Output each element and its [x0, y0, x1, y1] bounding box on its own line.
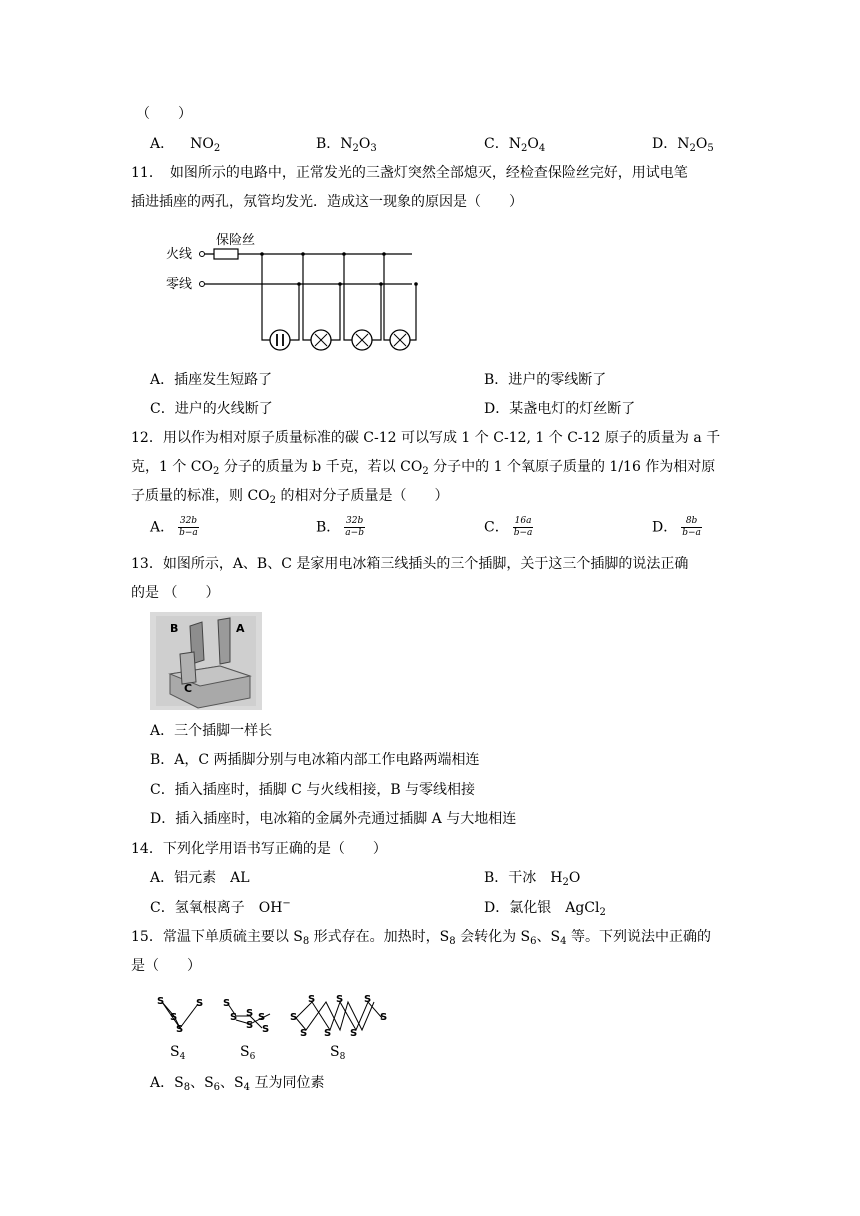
neutral-terminal	[200, 282, 205, 287]
q15-option-a	[150, 1073, 324, 1093]
stem-part: 、S	[536, 929, 561, 945]
formula-part: N	[508, 136, 521, 152]
s-atom: S	[230, 1012, 238, 1023]
q12-stem-line1: 12．用以作为相对原子质量标准的碳 C-12 可以写成 1 个 C-12, 1 个 C-12 原子的质量为 a 千	[131, 430, 721, 446]
lamp-icon	[390, 330, 410, 350]
numerator: 16a	[514, 516, 532, 526]
s-atom: S	[246, 1020, 254, 1031]
q11-stem-line2: 插进插座的两孔，氖管均发光．造成这一现象的原因是（ ）	[131, 194, 523, 210]
formula-part: O	[358, 136, 371, 152]
q14-option-c	[150, 898, 291, 918]
q15-stem-line1	[131, 927, 711, 947]
q12-stem-line3	[131, 486, 448, 506]
s-atom: S	[170, 1012, 178, 1023]
q10-option-d	[652, 134, 714, 154]
option-label: C．	[484, 136, 509, 152]
s6-label: $S_6$	[240, 1044, 256, 1062]
q10-option-c	[484, 134, 545, 154]
q11-option-a: A．插座发生短路了	[150, 372, 273, 388]
q12-option-c	[484, 516, 533, 539]
subscript: 2	[562, 877, 569, 888]
pin-c-label: C	[184, 682, 193, 695]
subscript: 4	[538, 143, 546, 154]
s-atom: S	[157, 996, 165, 1007]
option-label: D．	[652, 519, 678, 536]
q14-option-d	[484, 898, 606, 918]
subscript: 5	[707, 143, 714, 154]
q13-option-a: A．三个插脚一样长	[150, 723, 273, 739]
lamp-icon	[311, 330, 331, 350]
q11-option-c: C．进户的火线断了	[150, 401, 273, 417]
stem-part: 等。下列说法中正确的	[566, 929, 711, 945]
numerator: 32b	[346, 516, 364, 526]
q13-option-b: B．A，C 两插脚分别与电冰箱内部工作电路两端相连	[150, 752, 480, 768]
denominator: a−b	[345, 528, 364, 538]
s-atom: S	[223, 998, 231, 1009]
stem-part: 的相对分子质量是（ ）	[276, 488, 449, 504]
q10-option-b	[316, 134, 377, 154]
s-atom: S	[176, 1024, 184, 1035]
plug-photo	[150, 612, 262, 710]
q10-option-a	[150, 134, 220, 154]
option-label: C．	[484, 519, 509, 536]
s-atom: S	[380, 1012, 388, 1023]
lamp-branch-3	[384, 254, 416, 340]
denominator: b−a	[682, 528, 701, 538]
formula-part: O	[695, 136, 708, 152]
q10-paren: （ ）	[136, 106, 192, 122]
subscript: 2	[213, 143, 221, 154]
q12-option-a	[150, 516, 199, 539]
s-atom: S	[300, 1028, 308, 1039]
formula-part: O	[527, 136, 539, 152]
subscript: 2	[213, 466, 220, 477]
denominator: b−a	[179, 528, 198, 538]
fuse-label: 保险丝	[216, 233, 256, 248]
lamp-branch-2	[344, 254, 381, 340]
s-atom: S	[262, 1024, 270, 1035]
s-atom: S	[350, 1028, 358, 1039]
stem-part: 分子中的 1 个氧原子质量的 1/16 作为相对原	[428, 459, 716, 475]
subscript: 8	[449, 936, 456, 947]
subscript: 4	[243, 1082, 251, 1093]
q13-stem-line2: 的是 （ ）	[131, 585, 220, 601]
option-label: D．	[652, 136, 678, 152]
subscript: 2	[689, 143, 696, 154]
q14-stem: 14．下列化学用语书写正确的是（ ）	[131, 841, 387, 857]
numerator: 8b	[681, 516, 702, 528]
subscript: 6	[530, 936, 537, 947]
option-label: A．	[150, 136, 175, 152]
subscript: 8	[183, 1082, 191, 1093]
option-text: D．氯化银 AgCl	[484, 900, 600, 916]
q14-option-a: A．铝元素 AL	[150, 870, 250, 886]
stem-part: 会转化为 S	[455, 929, 531, 945]
q13-option-d: D．插入插座时，电冰箱的金属外壳通过插脚 A 与大地相连	[150, 811, 517, 827]
fraction	[178, 516, 199, 539]
s8-molecule	[290, 994, 387, 1039]
lamp-icon	[352, 330, 372, 350]
s-atom: S	[364, 994, 372, 1005]
s4-molecule	[157, 996, 203, 1035]
s-atom: S	[308, 994, 316, 1005]
q11-stem-line1: 11． 如图所示的电路中，正常发光的三盏灯突然全部熄灭，经检查保险丝完好，用试电笔	[131, 165, 688, 181]
neutral-wire-label: 零线	[166, 277, 193, 292]
superscript: −	[282, 898, 291, 909]
q13-stem-line1: 13．如图所示，A、B、C 是家用电冰箱三线插头的三个插脚，关于这三个插脚的说法正确	[131, 556, 689, 572]
subscript: 6	[213, 1082, 221, 1093]
formula-part: N	[677, 136, 690, 152]
socket-branch	[262, 254, 299, 340]
stem-part: 子质量的标准，则 CO	[131, 488, 270, 504]
subscript: 2	[520, 143, 528, 154]
option-label: B．	[316, 136, 341, 152]
q12-option-b	[316, 516, 365, 539]
q11-option-b: B．进户的零线断了	[484, 372, 607, 388]
subscript: 2	[269, 495, 277, 506]
lamp-branch-1	[303, 254, 340, 340]
fraction	[513, 516, 534, 539]
pin-a-label: A	[236, 622, 245, 635]
option-text: O	[568, 870, 581, 886]
s-atom: S	[290, 1012, 298, 1023]
option-text: C．氢氧根离子 OH	[150, 900, 283, 916]
s6-molecule	[223, 998, 270, 1035]
q13-option-c: C．插入插座时，插脚 C 与火线相接，B 与零线相接	[150, 782, 476, 798]
subscript: 4	[560, 936, 567, 947]
option-label: A．	[150, 519, 175, 536]
stem-part: 分子的质量为 b 千克，若以 CO	[219, 459, 423, 475]
subscript: 2	[422, 466, 429, 477]
fuse-symbol	[214, 249, 238, 259]
numerator: 32b	[179, 516, 198, 526]
s-atom: S	[336, 994, 344, 1005]
q11-circuit-figure	[162, 228, 432, 356]
formula-part: NO	[190, 136, 214, 152]
socket-icon	[270, 330, 290, 350]
live-wire-label: 火线	[166, 247, 193, 262]
s8-label: $S_8$	[330, 1044, 346, 1062]
option-text: A．S	[150, 1075, 184, 1091]
s-atom: S	[258, 1012, 266, 1023]
option-label: B．	[316, 519, 341, 536]
option-text: 、S	[220, 1075, 244, 1091]
subscript: 2	[599, 907, 606, 918]
q12-option-d	[652, 516, 702, 539]
fraction	[344, 516, 365, 539]
s-atom: S	[246, 1008, 254, 1019]
q15-stem-line2: 是（ ）	[131, 958, 201, 974]
s4-label: $S_4$	[170, 1044, 186, 1062]
q11-option-d: D．某盏电灯的灯丝断了	[484, 401, 636, 417]
formula-part: N	[340, 136, 353, 152]
q12-stem-line2	[131, 457, 715, 477]
pin-b-label: B	[170, 622, 179, 635]
s-atom: S	[324, 1028, 332, 1039]
stem-part: 15．常温下单质硫主要以 S	[131, 929, 303, 945]
live-terminal	[200, 252, 205, 257]
option-text: B．干冰 H	[484, 870, 563, 886]
denominator: b−a	[513, 528, 533, 538]
stem-part: 克，1 个 CO	[131, 459, 213, 475]
subscript: 2	[352, 143, 359, 154]
subscript: 8	[302, 936, 310, 947]
q15-sulfur-figure	[150, 990, 390, 1070]
q14-option-b	[484, 868, 580, 888]
s-atom: S	[196, 998, 204, 1009]
option-text: 、S	[190, 1075, 214, 1091]
stem-part: 形式存在。加热时，S	[309, 929, 450, 945]
option-text: 互为同位素	[250, 1075, 325, 1091]
subscript: 3	[370, 143, 377, 154]
fraction	[681, 516, 702, 539]
